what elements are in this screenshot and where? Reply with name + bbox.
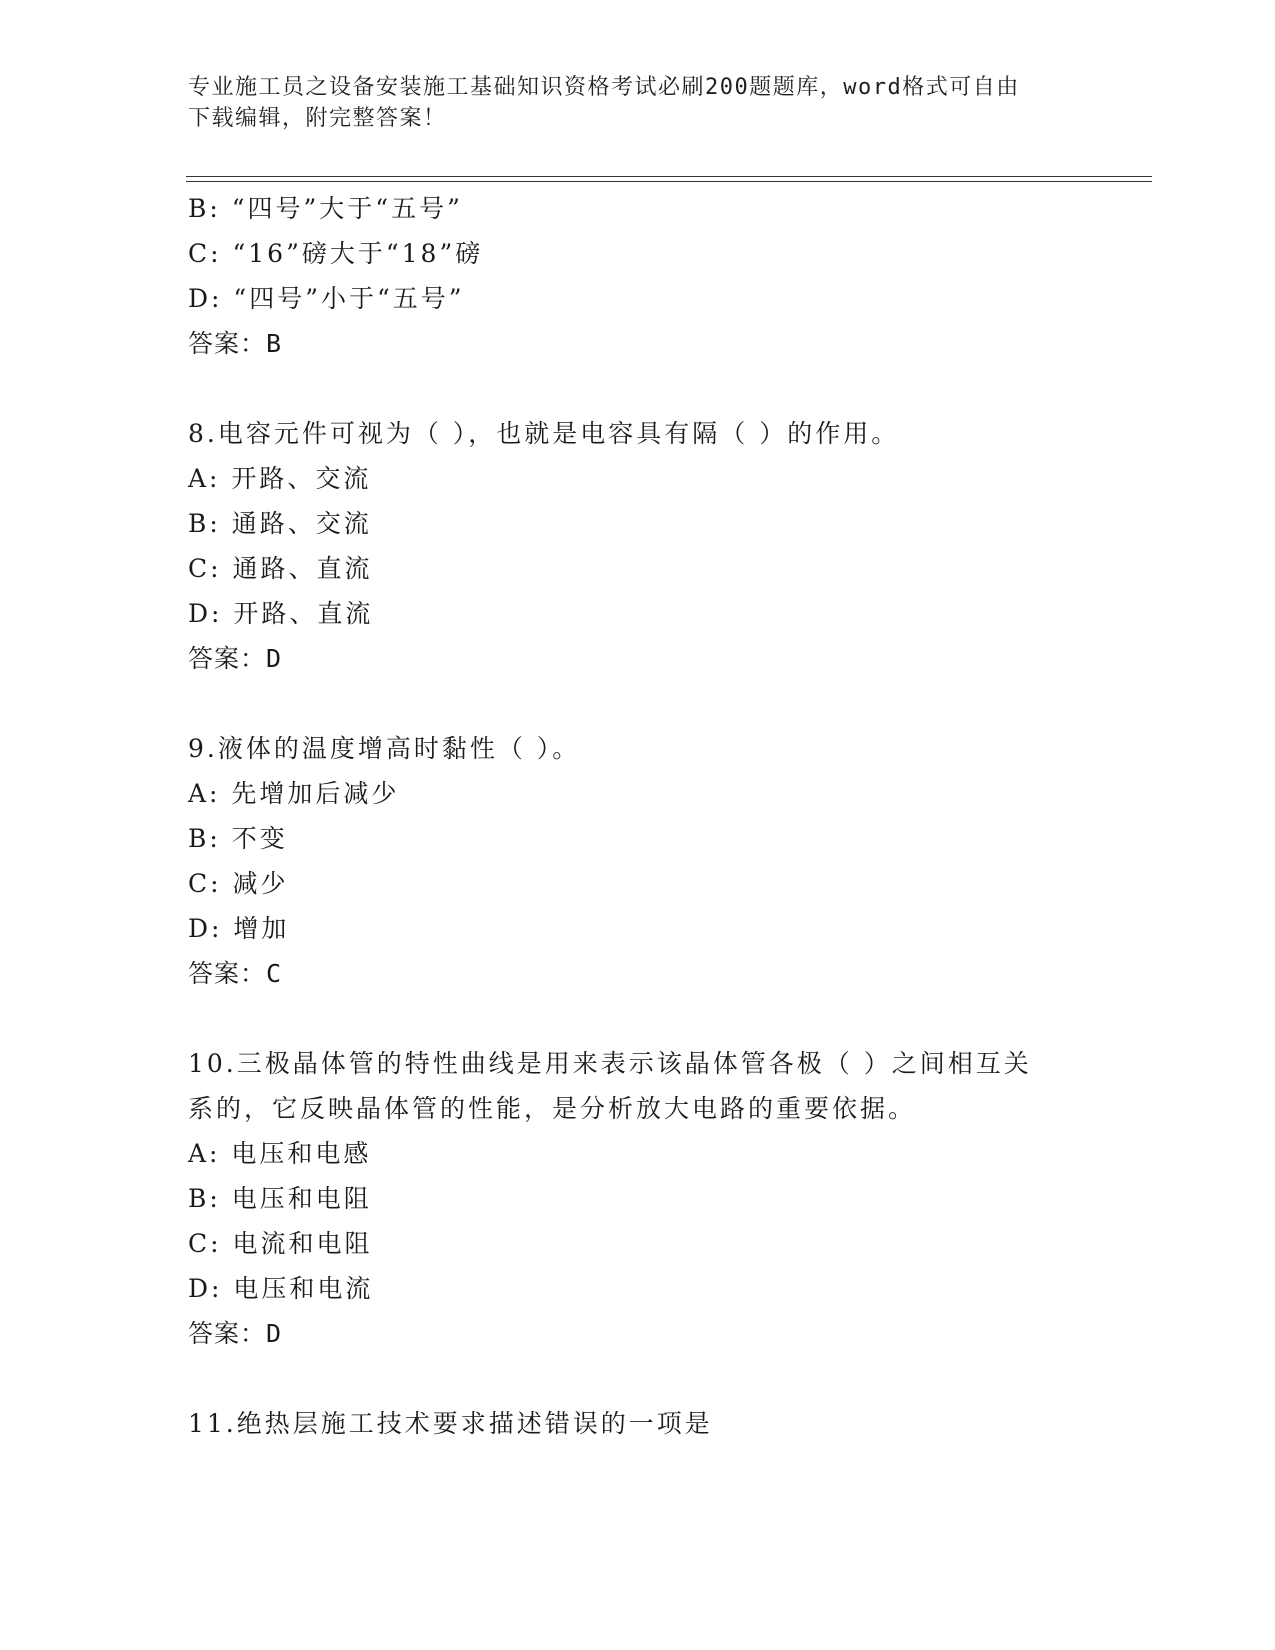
q9-option-b: B: 不变 (188, 824, 288, 853)
q9-stem: 9.液体的温度增高时黏性（ ）。 (188, 734, 581, 763)
q9-answer (188, 958, 282, 990)
q7-option-c: C: “16”磅大于“18”磅 (188, 239, 484, 268)
header-line-2: 下载编辑，附完整答案！ (188, 106, 447, 131)
answer-value: B (266, 329, 283, 358)
q8-option-a: A: 开路、交流 (188, 464, 372, 493)
q8-stem: 8.电容元件可视为（ ），也就是电容具有隔（ ）的作用。 (188, 419, 900, 448)
q9-option-a: A: 先增加后减少 (188, 779, 400, 808)
q10-stem-line-2: 系的，它反映晶体管的性能，是分析放大电路的重要依据。 (188, 1094, 917, 1123)
answer-value: C (266, 959, 283, 988)
answer-label: 答案： (188, 1319, 267, 1348)
q10-option-b: B: 电压和电阻 (188, 1184, 372, 1213)
q10-option-c: C: 电流和电阻 (188, 1229, 373, 1258)
header-divider-bottom (186, 181, 1152, 182)
q8-option-b: B: 通路、交流 (188, 509, 372, 538)
q10-option-d: D: 电压和电流 (188, 1274, 374, 1303)
q10-option-a: A: 电压和电感 (188, 1139, 372, 1168)
document-header (188, 72, 1088, 134)
q9-option-d: D: 增加 (188, 914, 290, 943)
q7-option-b: B: “四号”大于“五号” (188, 194, 463, 223)
q7-option-d: D: “四号”小于“五号” (188, 284, 465, 313)
q10-stem-line-1: 10.三极晶体管的特性曲线是用来表示该晶体管各极（ ）之间相互关 (188, 1049, 1032, 1078)
q8-option-c: C: 通路、直流 (188, 554, 373, 583)
answer-value: D (266, 644, 283, 673)
answer-label: 答案： (188, 959, 267, 988)
q8-answer (188, 643, 282, 675)
q11-stem: 11.绝热层施工技术要求描述错误的一项是 (188, 1409, 713, 1438)
header-divider-top (186, 176, 1152, 177)
header-line-1: 专业施工员之设备安装施工基础知识资格考试必刷200题题库，word格式可自由 (188, 75, 1020, 100)
answer-label: 答案： (188, 329, 267, 358)
answer-value: D (266, 1319, 283, 1348)
q8-option-d: D: 开路、直流 (188, 599, 374, 628)
q9-option-c: C: 减少 (188, 869, 289, 898)
q7-answer (188, 328, 282, 360)
answer-label: 答案： (188, 644, 267, 673)
q10-answer (188, 1318, 282, 1350)
